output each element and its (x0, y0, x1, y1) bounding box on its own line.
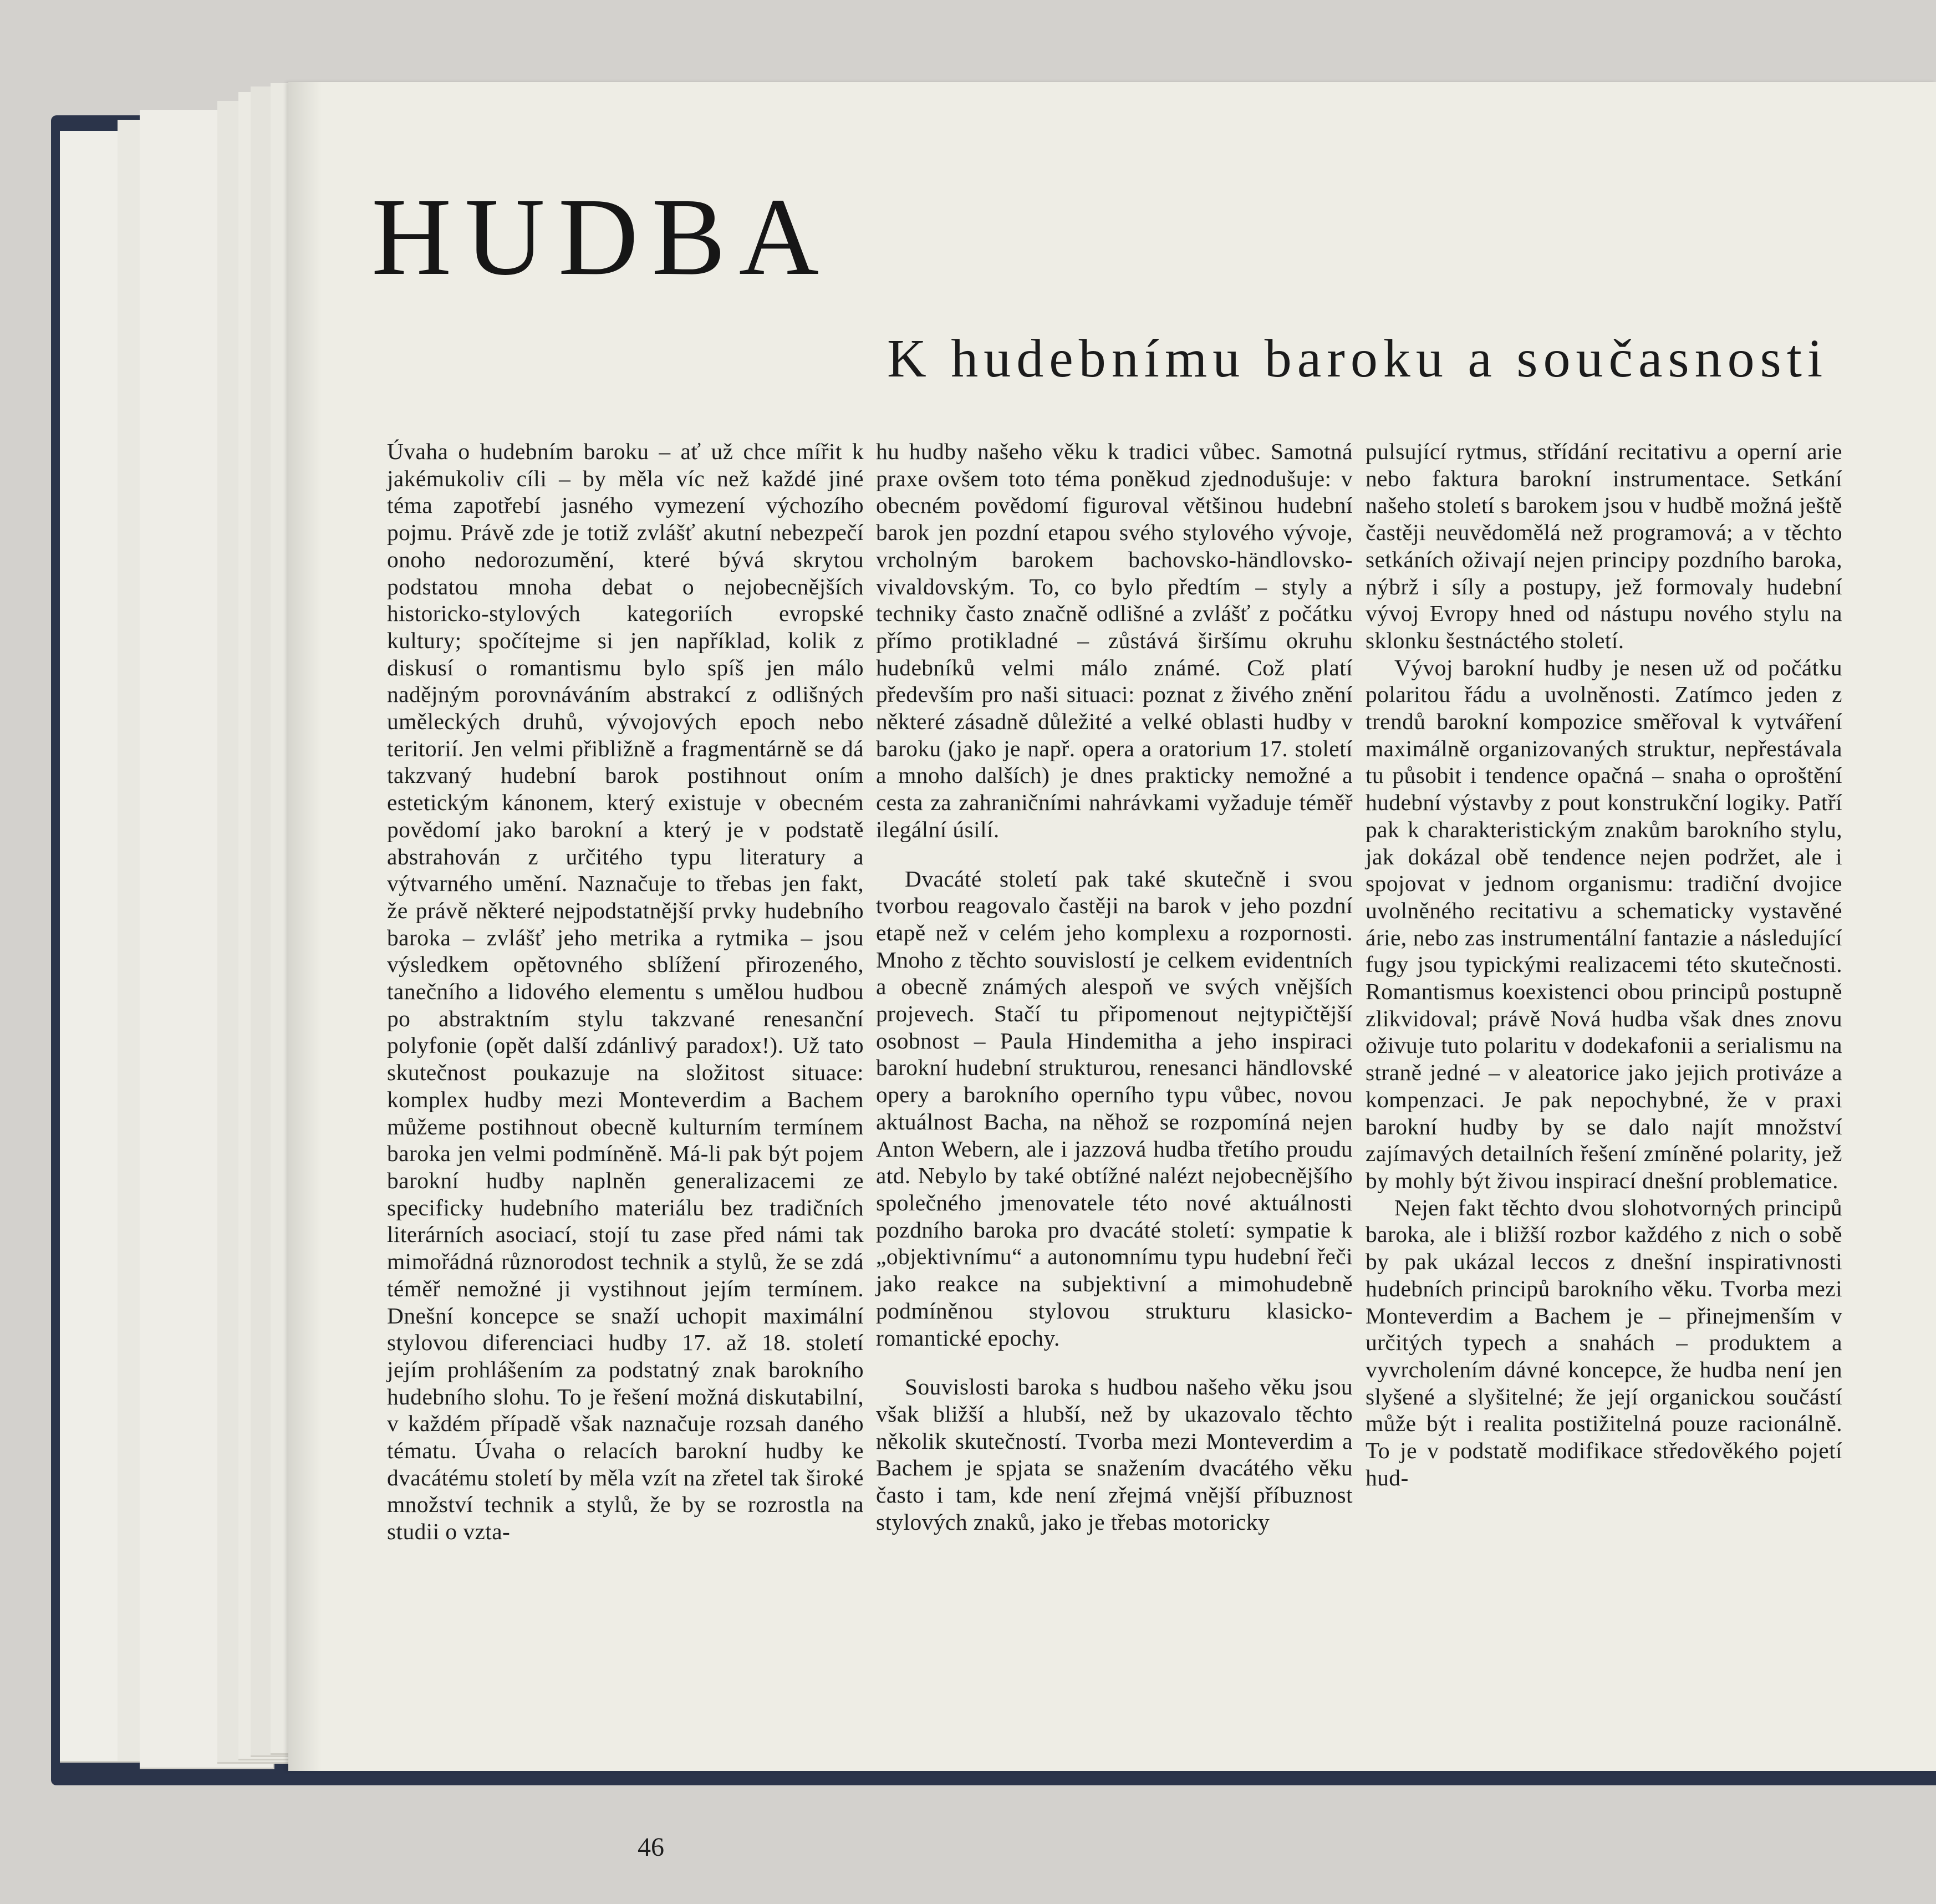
text-column-2 (876, 438, 1353, 1535)
paragraph: Souvislosti baroka s hudbou našeho věku jsou však bližší a hlubší, než by ukazovalo těchto několik skutečností. Tvorba mezi Monteverdim a Bachem je spjata se snažením dvacátého věku často i tam, kde není zřejmá vnější příbuznost stylových znaků, jako je třebas motoricky (876, 1374, 1353, 1535)
article-title: K hudebnímu baroku a současnosti (887, 329, 1828, 389)
text-column-3 (1366, 438, 1842, 1491)
page-number: 46 (638, 1832, 664, 1862)
gutter-shadow (288, 82, 322, 1771)
paragraph: pulsující rytmus, střídání recitativu a operní arie nebo faktura barokní instrumentace. Setkání našeho století s barokem jsou v hudbě možná ještě častěji neuvědomělá než programová; a v těchto setkáních oživají nejen principy pozdního baroka, nýbrž i síly a postupy, jež formovaly hudební vývoj Evropy hned od nástupu nového stylu na sklonku šestnáctého století. (1366, 439, 1842, 653)
paragraph: Nejen fakt těchto dvou slohotvorných principů baroka, ale i bližší rozbor každého z nich o sobě by pak ukázal leccos z dnešní inspirativnosti hudebních principů barokního věku. Tvorba mezi Monteverdim a Bachem je – přinejmenším v určitých typech a snahách – produktem a vyvrcholením dávné koncepce, že hudba není jen slyšené a slyšitelné; že její organickou součástí může být i realita postižitelná pouze racionálně. To je v podstatě modifikace středověkého pojetí hud- (1366, 1194, 1842, 1490)
paragraph: hu hudby našeho věku k tradici vůbec. Samotná praxe ovšem toto téma poněkud zjednodušuje: v obecném povědomí figuroval většinou hudební barok jen pozdní etapou svého stylového vývoje, vrcholným barokem bachovsko-händlovsko-vivaldovským. To, co bylo předtím – styly a techniky často značně odlišné a zvlášť z počátku přímo protikladné – zůstává širšímu okruhu hudebníků velmi málo známé. Což platí především pro naši situaci: poznat z živého znění některé zásadně důležité a velké oblasti hudby v baroku (jako je např. opera a oratorium 17. století a mnoho dalších) je dnes prakticky nemožné a cesta za zahraničními nahrávkami vyžaduje téměř ilegální úsilí. (876, 439, 1353, 842)
section-title: HUDBA (371, 176, 833, 298)
paragraph: Úvaha o hudebním baroku – ať už chce mířit k jakémukoliv cíli – by měla víc než každé jiné téma zapotřebí jasného vymezení výchozího pojmu. Právě zde je totiž zvlášť akutní nebezpečí onoho nedorozumění, které bývá skrytou podstatou mnoha debat o nejobecnějších historicko-stylových kategoriích evropské kultury; spočítejme si jen například, kolik z diskusí o romantismu bylo spíš jen málo nadějným porovnáváním abstrakcí z odlišných uměleckých druhů, vývojových epoch nebo teritorií. Jen velmi přibližně a fragmentárně se dá takzvaný hudební barok postihnout oním estetickým kánonem, který existuje v obecném povědomí jako barokní a který je v podstatě abstrahován z určitého typu literatury a výtvarného umění. Naznačuje to třebas jen fakt, že právě některé nejpodstatnější prvky hudebního baroka – zvlášť jeho metrika a rytmika – jsou výsledkem opětovného sblížení přirozeného, tanečního a lidového elementu s umělou hudbou po abstraktním stylu takzvané renesanční polyfonie (opět další zdánlivý paradox!). Už tato skutečnost poukazuje na složitost situace: komplex hudby mezi Monteverdim a Bachem můžeme postihnout obecně kulturním termínem baroka jen velmi podmíněně. Má-li pak být pojem barokní hudby naplněn generalizacemi ze specificky hudebního materiálu bez tradičních literárních asociací, stojí tu zase před námi tak mimořádná různorodost technik a stylů, že se zdá téměř nemožné ji vystihnout jejím termínem. Dnešní koncepce se snaží uchopit maximální stylovou diferenciaci hudby 17. až 18. století jejím prohlášením za podstatný znak barokního hudebního slohu. To je řešení možná diskutabilní, v každém případě však naznačuje rozsah daného tématu. Úvaha o relacích barokní hudby ke dvacátému století by měla vzít na zřetel tak široké množství technik a stylů, že by se rozrostla na studii o vzta- (387, 439, 864, 1545)
book-page (288, 82, 1936, 1862)
text-column-1 (387, 438, 864, 1545)
paragraph: Dvacáté století pak také skutečně i svou tvorbou reagovalo častěji na barok v jeho pozdní etapě než v celém jeho komplexu a rozpornosti. Mnoho z těchto souvislostí je celkem evidentních a obecně známých alespoň ve svých vnějších projevech. Stačí tu připomenout nejtypičtější osobnost – Paula Hindemitha a jeho inspiraci barokní hudební strukturou, renesanci händlovské opery a barokního operního typu vůbec, novou aktuálnost Bacha, na něhož se rozpomíná nejen Anton Webern, ale i jazzová hudba třetího proudu atd. Nebylo by také obtížné nalézt nejobecnějšího společného jmenovatele této nové aktuálnosti pozdního baroka pro dvacáté století: sympatie k „objektivnímu“ a autonomnímu typu hudební řeči jako reakce na subjektivní a mimohudebně podmíněnou stylovou strukturu klasicko-romantické epochy. (876, 866, 1353, 1351)
paragraph: Vývoj barokní hudby je nesen už od počátku polaritou řádu a uvolněnosti. Zatímco jeden z trendů barokní kompozice směřoval k vytváření maximálně organizovaných struktur, nepřestávala tu působit i tendence opačná – snaha o oproštění hudební výstavby z pout konstrukční logiky. Patří pak k charakteristickým znakům barokního stylu, jak dokázal obě tendence nejen podržet, ale i spojovat v jednom organismu: tradiční dvojice uvolněného recitativu a schematicky vystavěné árie, nebo zas instrumentální fantazie a následující fugy jsou typickými realizacemi této skutečnosti. Romantismus koexistenci obou principů postupně zlikvidoval; právě Nová hudba však dnes znovu oživuje tuto polaritu v dodekafonii a serialismu na straně jedné – v aleatorice jako jejich protiváze a kompenzaci. Je pak nepochybné, že v praxi barokní hudby by se dalo najít množství zajímavých detailních řešení zmíněné polarity, jež by mohly být živou inspirací dnešní problematice. (1366, 654, 1842, 1193)
